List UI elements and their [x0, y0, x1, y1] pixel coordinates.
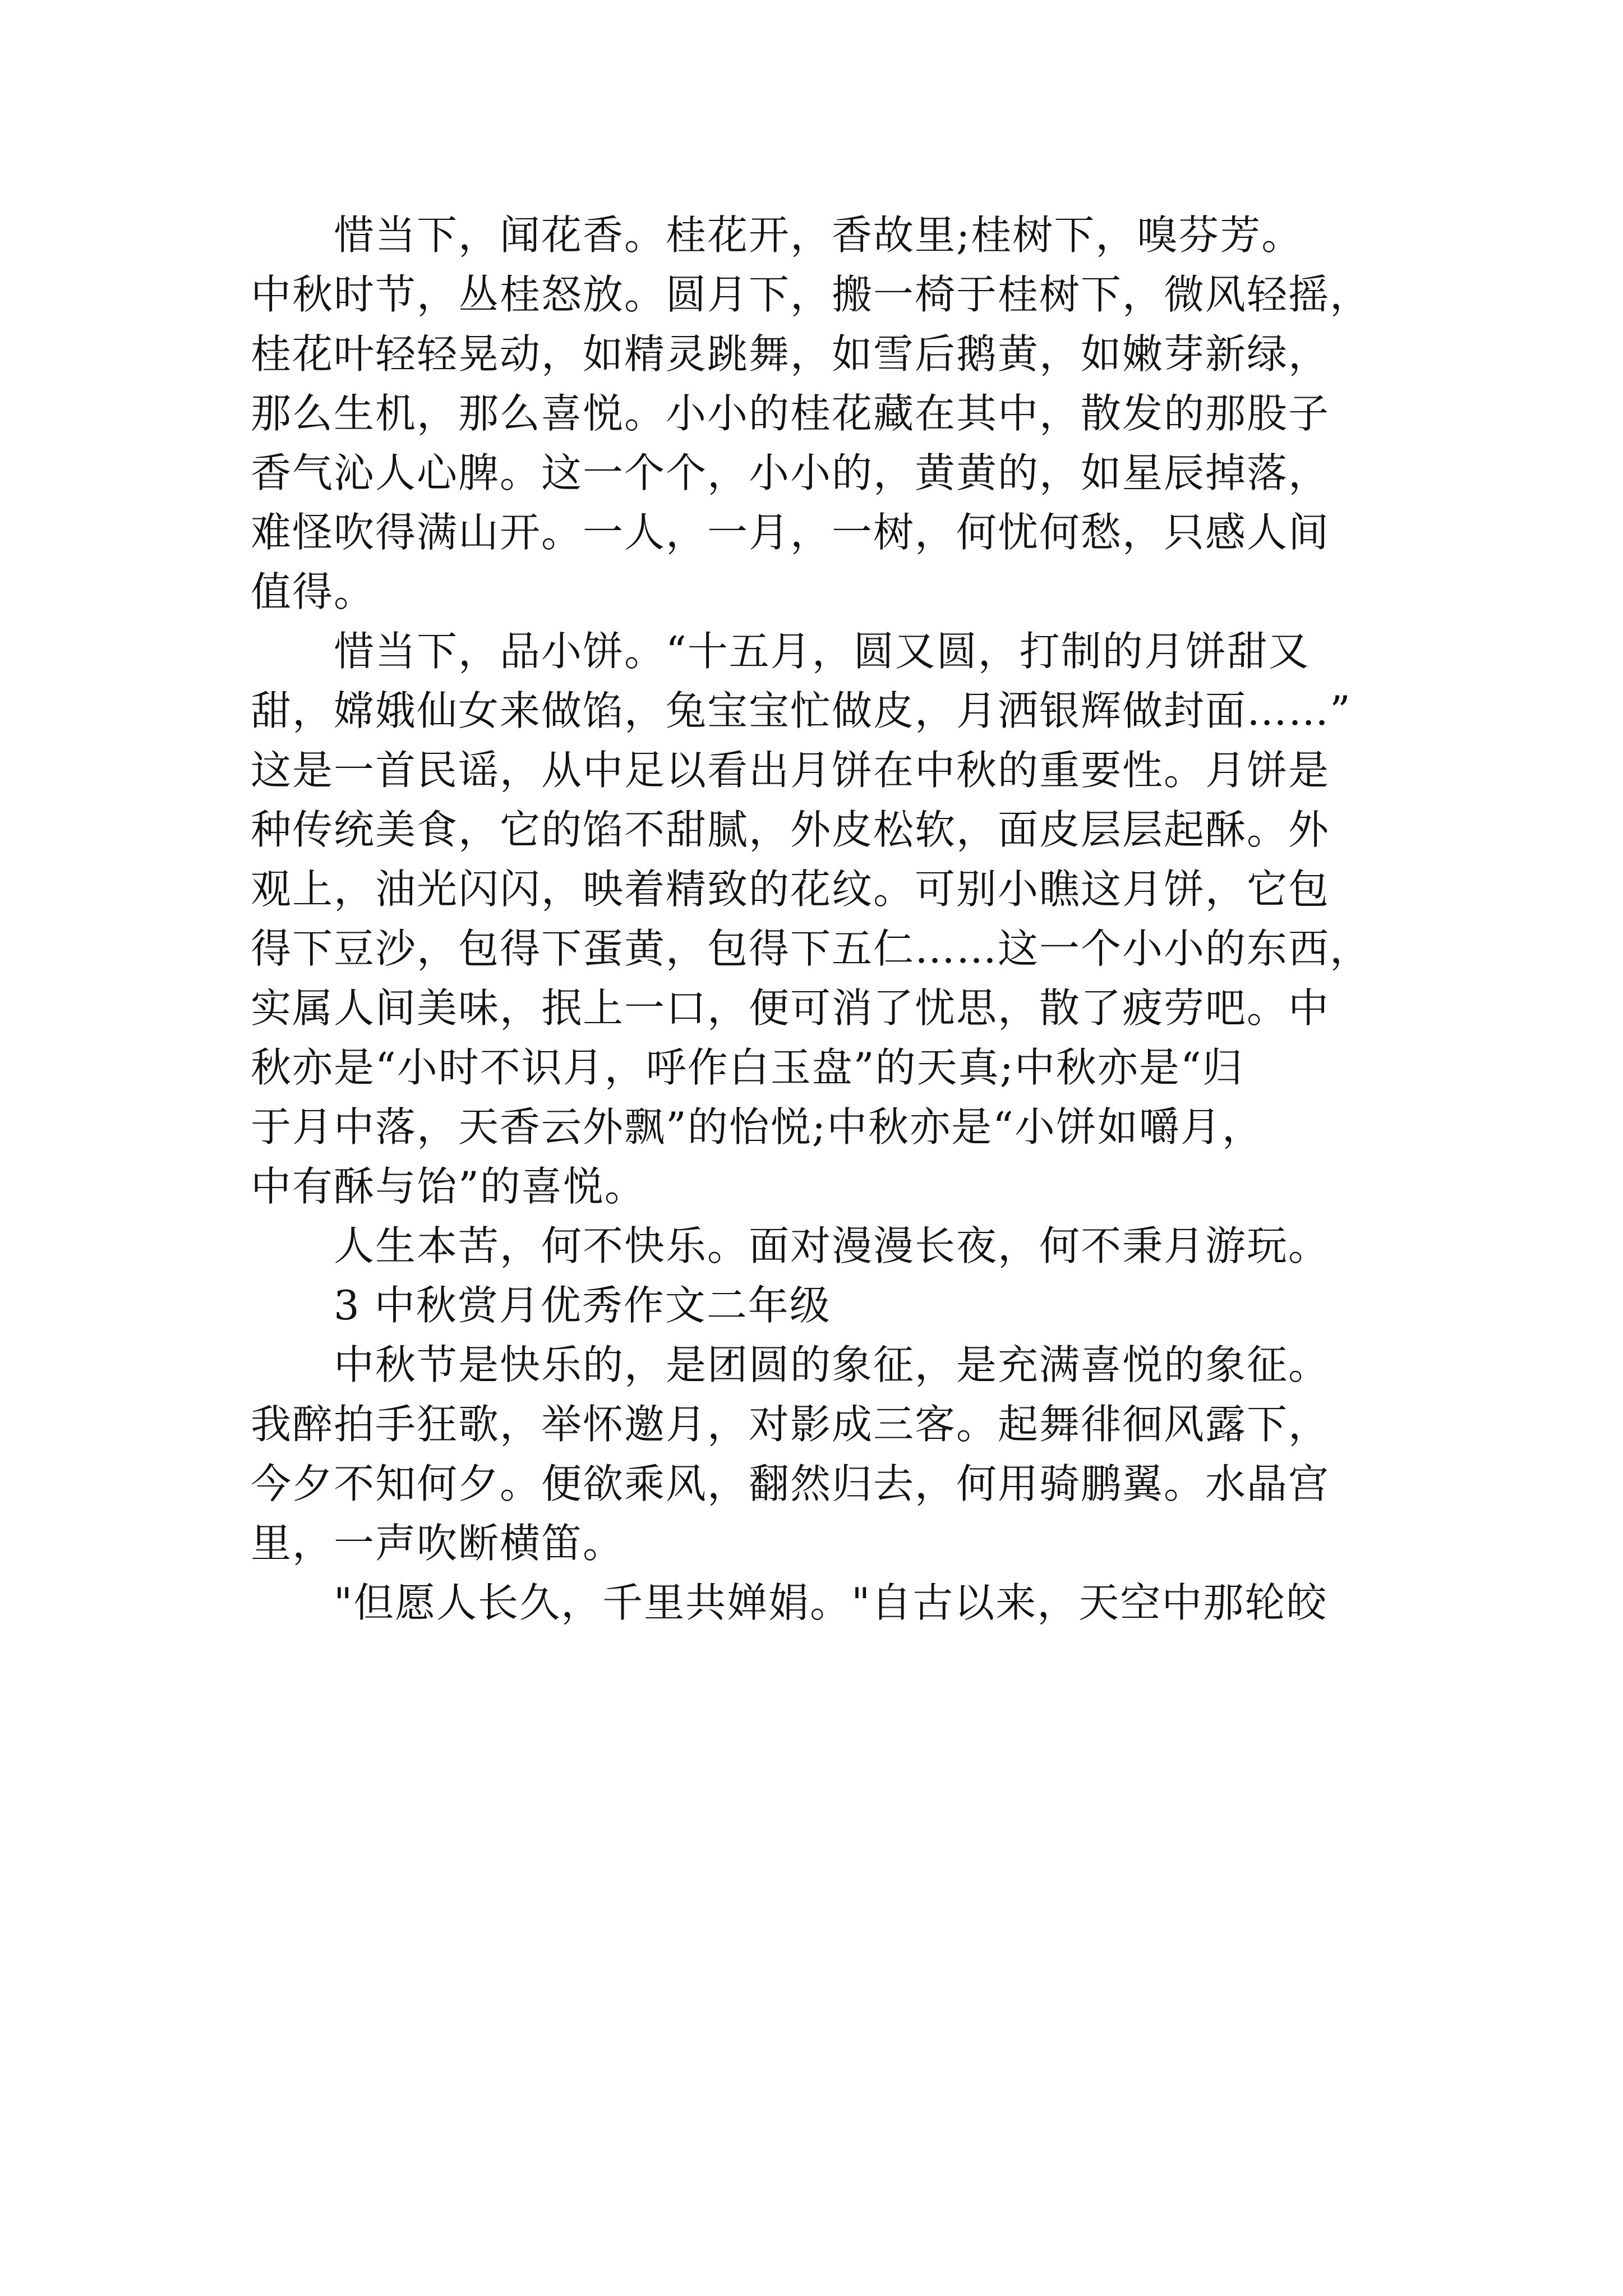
text-line: 桂花叶轻轻晃动，如精灵跳舞，如雪后鹅黄，如嫩芽新绿， [251, 330, 1330, 378]
text-line: 甜，嫦娥仙女来做馅，兔宝宝忙做皮，月洒银辉做封面……” [251, 687, 1352, 734]
text-line: 香气沁人心脾。这一个个，小小的，黄黄的，如星辰掉落， [251, 449, 1330, 496]
section-heading: 3 中秋赏月优秀作文二年级 [334, 1282, 831, 1329]
text-line: 中秋节是快乐的，是团圆的象征，是充满喜悦的象征。 [334, 1341, 1330, 1388]
text-line: 值得。 [251, 568, 376, 615]
text-line: 今夕不知何夕。便欲乘风，翻然归去，何用骑鹏翼。水晶宫 [251, 1460, 1330, 1507]
text-line: 我醉拍手狂歌，举怀邀月，对影成三客。起舞徘徊风露下， [251, 1401, 1330, 1448]
text-line: 那么生机，那么喜悦。小小的桂花藏在其中，散发的那股子 [251, 390, 1330, 437]
text-line: 于月中落，天香云外飘”的怡悦;中秋亦是“小饼如嚼月， [251, 1103, 1264, 1151]
text-line: 惜当下，品小饼。“十五月，圆又圆，打制的月饼甜又 [334, 628, 1310, 675]
text-line: 观上，油光闪闪，映着精致的花纹。可别小瞧这月饼，它包 [251, 866, 1330, 913]
text-line: "但愿人长久，千里共婵娟。"自古以来，天空中那轮皎 [334, 1579, 1328, 1626]
text-line: 秋亦是“小时不识月，呼作白玉盘”的天真;中秋亦是“归 [251, 1044, 1244, 1091]
text-line: 惜当下，闻花香。桂花开，香故里;桂树下，嗅芬芳。 [334, 211, 1303, 259]
text-line: 难怪吹得满山开。一人，一月，一树，何忧何愁，只感人间 [251, 509, 1330, 556]
text-line: 这是一首民谣，从中足以看出月饼在中秋的重要性。月饼是 [251, 747, 1330, 794]
text-line: 实属人间美味，抿上一口，便可消了忧思，散了疲劳吧。中 [251, 984, 1330, 1032]
text-line: 得下豆沙，包得下蛋黄，包得下五仁……这一个小小的东西， [251, 925, 1372, 972]
text-line: 人生本苦，何不快乐。面对漫漫长夜，何不秉月游玩。 [334, 1222, 1330, 1269]
text-line: 中秋时节，丛桂怒放。圆月下，搬一椅于桂树下，微风轻摇， [251, 271, 1372, 318]
document-body [251, 205, 1389, 1632]
text-line: 种传统美食，它的馅不甜腻，外皮松软，面皮层层起酥。外 [251, 806, 1330, 853]
text-line: 中有酥与饴”的喜悦。 [251, 1163, 646, 1210]
text-line: 里，一声吹断横笛。 [251, 1520, 625, 1567]
